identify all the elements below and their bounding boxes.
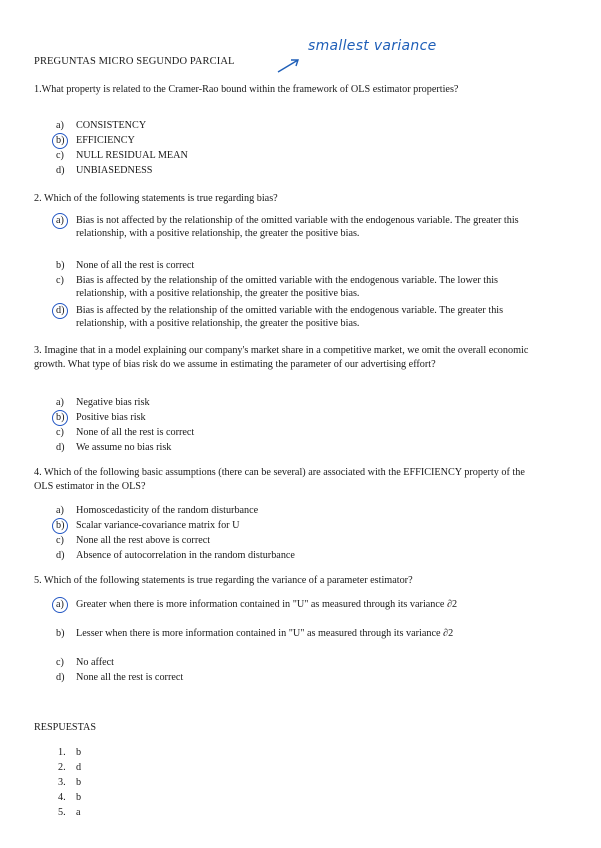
question-3-text: 3. Imagine that in a model explaining our company's market share in a competitive market, we omit the overall economic growth. What type of bias risk do we assume in estimating the parameter of our advertising effort? — [34, 345, 529, 370]
option-letter: a) — [56, 215, 64, 226]
option-letter: b) — [56, 628, 65, 639]
option-letter: d) — [56, 672, 65, 683]
option-letter: d) — [56, 165, 65, 176]
option-text: Lesser when there is more information contained in "U" as measured through its variance ∂2 — [76, 628, 454, 639]
answer-value: b — [76, 747, 82, 758]
option-text: Negative bias risk — [76, 397, 150, 408]
answers-heading: RESPUESTAS — [34, 722, 97, 733]
answer-item — [58, 777, 81, 788]
answer-number: 5. — [58, 807, 66, 818]
option-letter: a) — [56, 599, 64, 610]
option-text: Bias is affected by the relationship of the omitted variable with the endogenous variable. The greater this relationship, with a positive relationship, the greater the positive bias. — [76, 305, 504, 329]
question-5-text: 5. Which of the following statements is true regarding the variance of a parameter estimator? — [34, 575, 413, 586]
option-letter: d) — [56, 442, 65, 453]
option-letter: c) — [56, 657, 64, 668]
answer-value: a — [76, 807, 81, 818]
option-letter: b) — [56, 260, 65, 271]
option-letter: b) — [56, 135, 65, 146]
question-1-text: 1.What property is related to the Cramer-Rao bound within the framework of OLS estimator properties? — [34, 84, 459, 95]
question-4-text: 4. Which of the following basic assumptions (there can be several) are associated with the EFFICIENCY property of the OLS estimator in the OLS? — [34, 467, 525, 492]
question-2-text: 2. Which of the following statements is true regarding bias? — [34, 193, 278, 204]
option-text: UNBIASEDNESS — [76, 165, 153, 176]
answer-number: 1. — [58, 747, 66, 758]
option-text: Homoscedasticity of the random disturbance — [76, 505, 259, 516]
option-text: CONSISTENCY — [76, 120, 147, 131]
option-text: Bias is not affected by the relationship of the omitted variable with the endogenous variable. The greater this relationship, with a positive relationship, the greater the positive bias. — [76, 215, 519, 239]
option-letter: d) — [56, 305, 65, 316]
handwritten-arrow-icon — [276, 56, 302, 74]
option-letter: c) — [56, 275, 64, 286]
option-text: None all the rest above is correct — [76, 535, 211, 546]
answer-number: 2. — [58, 762, 66, 773]
option-text: Absence of autocorrelation in the random disturbance — [76, 550, 295, 561]
option-text: Scalar variance-covariance matrix for U — [76, 520, 240, 531]
answer-item — [58, 807, 81, 818]
option-letter: c) — [56, 427, 64, 438]
option-text: Bias is affected by the relationship of the omitted variable with the endogenous variable. The lower this relationship, with a positive relationship, the greater the positive bias. — [76, 275, 499, 299]
answer-value: b — [76, 792, 82, 803]
answer-number: 4. — [58, 792, 66, 803]
option-text: None of all the rest is correct — [76, 260, 195, 271]
answer-value: d — [76, 762, 82, 773]
option-text: None of all the rest is correct — [76, 427, 195, 438]
option-letter: d) — [56, 550, 65, 561]
option-letter: c) — [56, 535, 64, 546]
option-letter: b) — [56, 520, 65, 531]
option-text: Positive bias risk — [76, 412, 146, 423]
option-letter: b) — [56, 412, 65, 423]
option-letter: c) — [56, 150, 64, 161]
option-letter: a) — [56, 397, 64, 408]
answer-value: b — [76, 777, 82, 788]
option-letter: a) — [56, 505, 64, 516]
handwritten-note: smallest variance — [308, 38, 437, 54]
option-text: No affect — [76, 657, 114, 668]
option-text: NULL RESIDUAL MEAN — [76, 150, 188, 161]
option-letter: a) — [56, 120, 64, 131]
answer-item — [58, 762, 81, 773]
document-title: PREGUNTAS MICRO SEGUNDO PARCIAL — [34, 56, 235, 67]
option-text: We assume no bias risk — [76, 442, 172, 453]
option-text: EFFICIENCY — [76, 135, 135, 146]
answer-item — [58, 792, 81, 803]
answer-number: 3. — [58, 777, 66, 788]
answer-item — [58, 747, 81, 758]
option-text: None all the rest is correct — [76, 672, 184, 683]
option-text: Greater when there is more information contained in "U" as measured through its variance ∂2 — [76, 599, 458, 610]
